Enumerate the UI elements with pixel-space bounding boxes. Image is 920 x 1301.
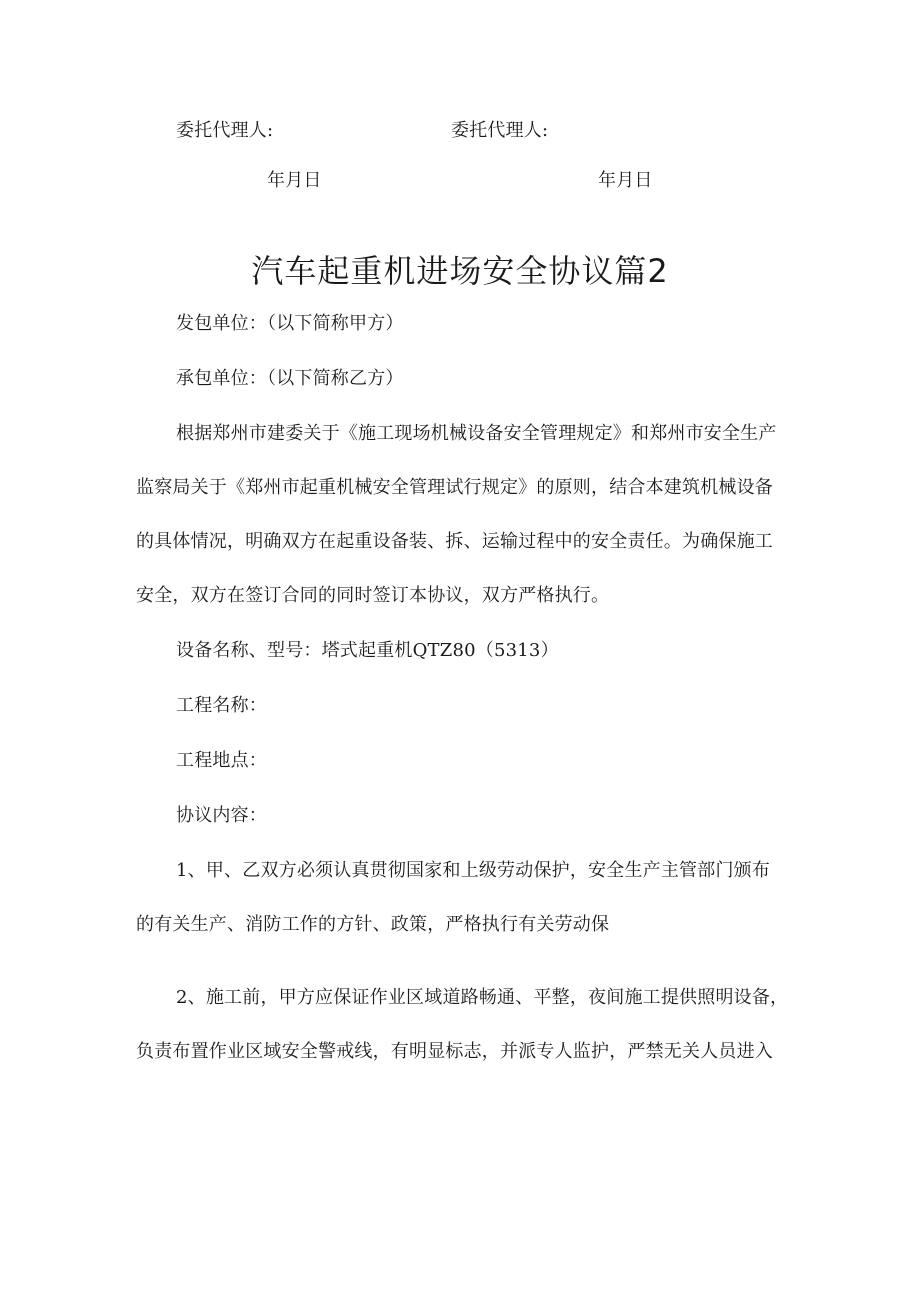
project-location: 工程地点： <box>176 750 267 771</box>
intro-line-1: 根据郑州市建委关于《施工现场机械设备安全管理规定》和郑州市安全生产 <box>176 423 777 444</box>
intro-line-4: 安全，双方在签订合同的同时签订本协议，双方严格执行。 <box>136 585 610 606</box>
clause-1-line-2: 的有关生产、消防工作的方针、政策，严格执行有关劳动保 <box>136 914 610 935</box>
right-date: 年月日 <box>598 170 653 191</box>
project-name: 工程名称： <box>176 695 267 716</box>
agreement-heading: 协议内容： <box>176 805 267 826</box>
equipment: 设备名称、型号：塔式起重机QTZ80（5313） <box>176 640 559 661</box>
clause-2-line-1: 2、施工前，甲方应保证作业区域道路畅通、平整，夜间施工提供照明设备， <box>176 987 789 1008</box>
left-date: 年月日 <box>267 170 322 191</box>
party-a: 发包单位：（以下简称甲方） <box>176 313 404 334</box>
party-b: 承包单位：（以下简称乙方） <box>176 368 404 389</box>
intro-line-3: 的具体情况，明确双方在起重设备装、拆、运输过程中的安全责任。为确保施工 <box>136 531 773 552</box>
clause-2-line-2: 负责布置作业区域安全警戒线，有明显标志，并派专人监护，严禁无关人员进入 <box>136 1041 773 1062</box>
right-agent-label: 委托代理人: <box>451 120 549 141</box>
left-agent-label: 委托代理人: <box>176 120 274 141</box>
document-title: 汽车起重机进场安全协议篇2 <box>251 252 669 291</box>
intro-line-2: 监察局关于《郑州市起重机械安全管理试行规定》的原则，结合本建筑机械设备 <box>136 477 773 498</box>
clause-1-line-1: 1、甲、乙双方必须认真贯彻国家和上级劳动保护，安全生产主管部门颁布 <box>176 860 771 881</box>
